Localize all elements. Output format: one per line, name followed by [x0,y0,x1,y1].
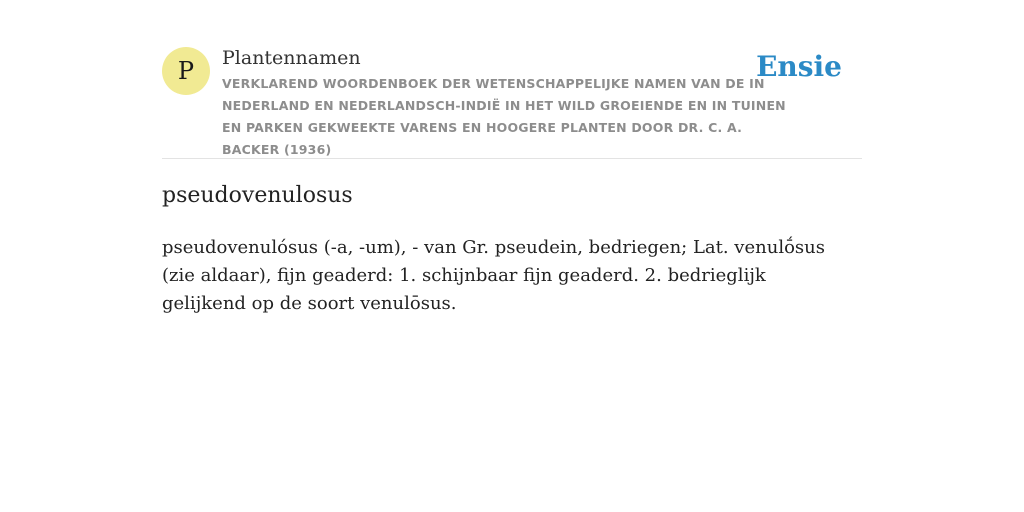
dictionary-title[interactable]: Plantennamen [222,47,361,69]
ensie-logo-link[interactable]: Ensie [756,50,842,83]
entry-definition: pseudovenulósus (-a, -um), - van Gr. pseudein, bedriegen; Lat. venulṓsus (zie aldaar), fijn geaderd: 1. schijnbaar fijn geaderd. 2. bedrieglijk gelijkend op de soort venulōsus. [162,237,825,314]
dictionary-avatar[interactable]: P [162,47,210,95]
dictionary-header [162,0,862,159]
page [162,0,862,314]
entry-title: pseudovenulosus [162,183,353,208]
dictionary-subtitle: VERKLAREND WOORDENBOEK DER WETENSCHAPPELIJKE NAMEN VAN DE IN NEDERLAND EN NEDERLANDSCH-INDIË IN HET WILD GROEIENDE EN IN TUINEN EN PARKEN GEKWEEKTE VARENS EN HOOGERE PLANTEN DOOR DR. C. A. BACKER (1936) [222,76,786,157]
dictionary-info [222,45,802,161]
